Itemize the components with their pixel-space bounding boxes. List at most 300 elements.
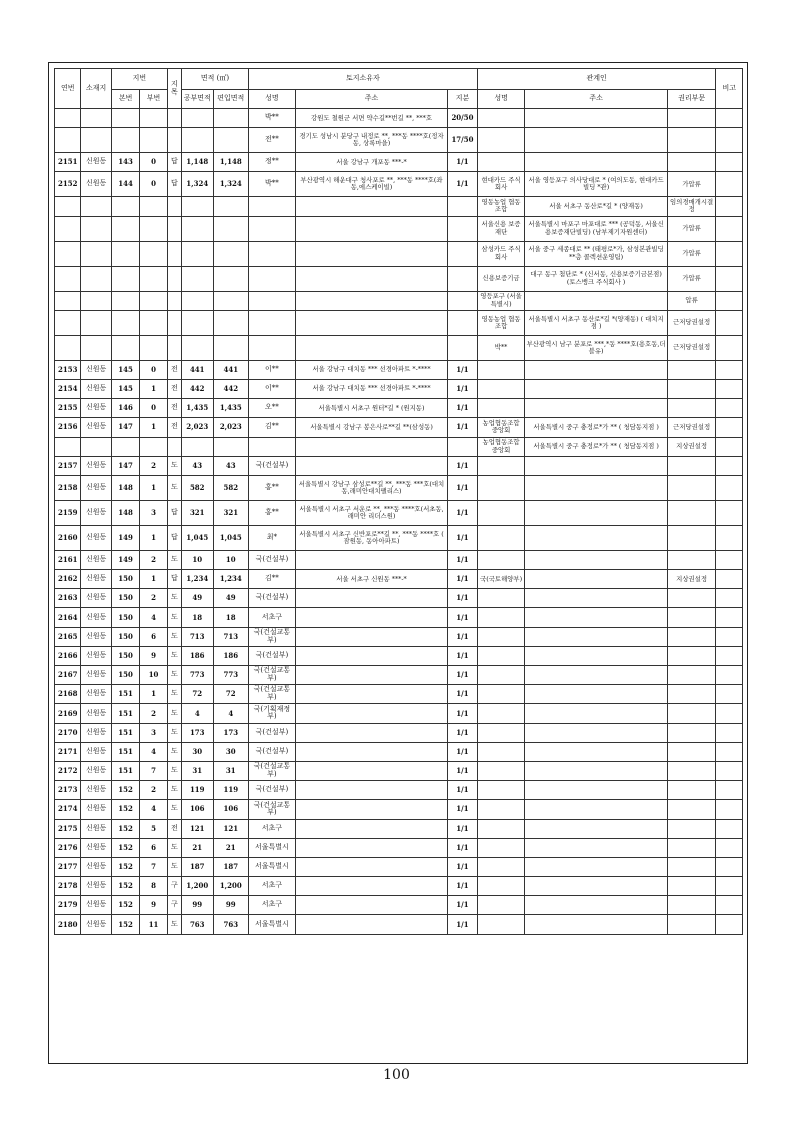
cell-area-incorp: [213, 241, 249, 266]
col-jibeon: 지번: [111, 69, 167, 90]
cell-area-public: 1,045: [182, 525, 214, 550]
cell-jimok: 도: [167, 857, 181, 876]
cell-area-incorp: 442: [213, 379, 249, 398]
cell-bubeon: 1: [140, 570, 167, 589]
cell-owner-address: [295, 857, 447, 876]
cell-bonbeon: 147: [111, 418, 139, 437]
cell-share: 1/1: [448, 704, 477, 723]
cell-owner-name: 오**: [249, 399, 296, 418]
cell-share: 1/1: [448, 475, 477, 500]
cell-sojaeji: 신원동: [81, 399, 111, 418]
cell-yeonbeon: [55, 291, 81, 310]
cell-yeonbeon: 2166: [55, 646, 81, 665]
cell-bonbeon: 149: [111, 525, 139, 550]
cell-yeonbeon: [55, 310, 81, 335]
cell-bonbeon: [111, 310, 139, 335]
cell-owner-name: 국(건설교통부): [249, 685, 296, 704]
cell-area-public: 30: [182, 742, 214, 761]
cell-jimok: 도: [167, 685, 181, 704]
cell-area-incorp: 441: [213, 360, 249, 379]
cell-sojaeji: 신원동: [81, 456, 111, 475]
cell-relation-name: 영동농업 협동조합: [477, 197, 525, 216]
cell-bubeon: 0: [140, 153, 167, 172]
cell-sojaeji: 신원동: [81, 475, 111, 500]
cell-area-public: 582: [182, 475, 214, 500]
cell-jimok: [167, 291, 181, 310]
col-bonbeon: 본번: [111, 90, 139, 109]
cell-area-incorp: 186: [213, 646, 249, 665]
cell-owner-address: 서울 강남구 개포동 ***-*: [295, 153, 447, 172]
cell-jimok: 전: [167, 418, 181, 437]
cell-relation-name: [477, 838, 525, 857]
cell-relation-address: [525, 723, 667, 742]
col-area-incorp: 편입면적: [213, 90, 249, 109]
cell-owner-name: 서초구: [249, 877, 296, 896]
cell-bonbeon: 151: [111, 704, 139, 723]
cell-owner-address: [295, 437, 447, 456]
cell-relation-name: [477, 589, 525, 608]
cell-area-public: [182, 241, 214, 266]
cell-area-public: [182, 216, 214, 241]
cell-area-public: 2,023: [182, 418, 214, 437]
cell-relation-address: [525, 589, 667, 608]
cell-relation-right: 가압류: [667, 172, 716, 197]
table-row: [55, 109, 743, 128]
cell-jimok: 답: [167, 500, 181, 525]
cell-bubeon: [140, 216, 167, 241]
cell-yeonbeon: 2151: [55, 153, 81, 172]
cell-note: [716, 646, 743, 665]
cell-bonbeon: 151: [111, 685, 139, 704]
cell-relation-address: [525, 838, 667, 857]
cell-owner-name: [249, 197, 296, 216]
cell-owner-address: 서울 강남구 대치동 *** 선경아파트 *-****: [295, 360, 447, 379]
cell-owner-name: 최*: [249, 525, 296, 550]
cell-yeonbeon: 2168: [55, 685, 81, 704]
cell-relation-right: [667, 550, 716, 569]
cell-relation-name: [477, 896, 525, 915]
cell-note: [716, 570, 743, 589]
table-row: [55, 646, 743, 665]
cell-bonbeon: 152: [111, 915, 139, 934]
cell-area-incorp: 773: [213, 666, 249, 685]
cell-relation-address: 서울특별시 중구 충정로*가 ** ( 청담동지점 ): [525, 437, 667, 456]
cell-relation-right: 지상권설정: [667, 570, 716, 589]
cell-share: [448, 437, 477, 456]
cell-owner-name: 국(건설부): [249, 646, 296, 665]
cell-owner-name: 국(건설교통부): [249, 666, 296, 685]
cell-yeonbeon: [55, 109, 81, 128]
cell-yeonbeon: 2167: [55, 666, 81, 685]
cell-bubeon: 8: [140, 877, 167, 896]
cell-owner-address: [295, 896, 447, 915]
cell-bonbeon: 150: [111, 589, 139, 608]
cell-relation-right: [667, 475, 716, 500]
cell-owner-name: [249, 241, 296, 266]
cell-sojaeji: 신원동: [81, 418, 111, 437]
cell-bonbeon: 150: [111, 627, 139, 646]
cell-area-public: [182, 197, 214, 216]
cell-share: 1/1: [448, 646, 477, 665]
cell-relation-right: [667, 761, 716, 780]
cell-area-incorp: 582: [213, 475, 249, 500]
cell-area-incorp: 99: [213, 896, 249, 915]
cell-yeonbeon: [55, 335, 81, 360]
cell-relation-name: [477, 456, 525, 475]
cell-sojaeji: 신원동: [81, 646, 111, 665]
cell-relation-address: [525, 525, 667, 550]
cell-bubeon: 1: [140, 685, 167, 704]
cell-owner-address: [295, 197, 447, 216]
cell-bonbeon: 151: [111, 742, 139, 761]
cell-yeonbeon: 2179: [55, 896, 81, 915]
table-row: [55, 800, 743, 819]
cell-sojaeji: 신원동: [81, 500, 111, 525]
cell-area-incorp: [213, 109, 249, 128]
cell-bubeon: [140, 241, 167, 266]
cell-relation-name: 박**: [477, 335, 525, 360]
cell-sojaeji: 신원동: [81, 360, 111, 379]
cell-owner-address: [295, 608, 447, 627]
table-body: [55, 109, 743, 935]
cell-sojaeji: 신원동: [81, 589, 111, 608]
cell-yeonbeon: [55, 241, 81, 266]
cell-jimok: [167, 266, 181, 291]
cell-relation-address: [525, 627, 667, 646]
cell-bonbeon: 148: [111, 500, 139, 525]
cell-yeonbeon: 2154: [55, 379, 81, 398]
land-owner-table: [54, 68, 743, 935]
cell-owner-name: 서울특별시: [249, 857, 296, 876]
cell-relation-name: [477, 399, 525, 418]
cell-owner-address: [295, 685, 447, 704]
cell-relation-name: [477, 646, 525, 665]
cell-bubeon: 4: [140, 800, 167, 819]
cell-relation-name: 농업협동조합 중앙회: [477, 437, 525, 456]
cell-jimok: 도: [167, 627, 181, 646]
cell-note: [716, 475, 743, 500]
cell-yeonbeon: 2163: [55, 589, 81, 608]
cell-bonbeon: 146: [111, 399, 139, 418]
cell-bonbeon: 150: [111, 646, 139, 665]
cell-bonbeon: 143: [111, 153, 139, 172]
table-row: [55, 608, 743, 627]
cell-owner-address: 서울특별시 서초구 신반포로**길 **, ***동 ****호 ( 잠원동, 동아아파트): [295, 525, 447, 550]
cell-area-public: 43: [182, 456, 214, 475]
col-relation-address: 주소: [525, 90, 667, 109]
cell-yeonbeon: 2157: [55, 456, 81, 475]
cell-bonbeon: [111, 291, 139, 310]
cell-owner-name: 전**: [249, 128, 296, 153]
cell-owner-address: [295, 723, 447, 742]
cell-note: [716, 742, 743, 761]
cell-relation-name: [477, 379, 525, 398]
table-row: [55, 216, 743, 241]
cell-sojaeji: [81, 335, 111, 360]
col-note: 비고: [716, 69, 743, 109]
cell-bubeon: 3: [140, 500, 167, 525]
cell-owner-name: 서초구: [249, 896, 296, 915]
cell-relation-name: [477, 857, 525, 876]
cell-share: 1/1: [448, 761, 477, 780]
cell-sojaeji: 신원동: [81, 666, 111, 685]
cell-owner-address: [295, 291, 447, 310]
cell-sojaeji: 신원동: [81, 819, 111, 838]
cell-sojaeji: [81, 291, 111, 310]
cell-yeonbeon: 2170: [55, 723, 81, 742]
cell-sojaeji: 신원동: [81, 570, 111, 589]
cell-jimok: [167, 437, 181, 456]
cell-bonbeon: 148: [111, 475, 139, 500]
cell-owner-address: [295, 310, 447, 335]
cell-relation-right: [667, 456, 716, 475]
cell-relation-right: [667, 128, 716, 153]
cell-yeonbeon: [55, 128, 81, 153]
cell-relation-name: [477, 475, 525, 500]
cell-yeonbeon: 2160: [55, 525, 81, 550]
cell-area-public: 1,234: [182, 570, 214, 589]
cell-owner-address: [295, 915, 447, 934]
cell-bonbeon: 151: [111, 723, 139, 742]
cell-owner-name: [249, 437, 296, 456]
table-row: [55, 589, 743, 608]
cell-relation-name: [477, 627, 525, 646]
cell-share: 1/1: [448, 360, 477, 379]
cell-relation-address: [525, 896, 667, 915]
cell-note: [716, 360, 743, 379]
cell-sojaeji: 신원동: [81, 153, 111, 172]
cell-sojaeji: 신원동: [81, 379, 111, 398]
table-row: [55, 742, 743, 761]
cell-owner-name: 이**: [249, 379, 296, 398]
cell-owner-address: [295, 781, 447, 800]
cell-note: [716, 418, 743, 437]
cell-sojaeji: 신원동: [81, 627, 111, 646]
table-row: [55, 550, 743, 569]
cell-owner-address: [295, 216, 447, 241]
cell-bubeon: 5: [140, 819, 167, 838]
cell-owner-name: [249, 266, 296, 291]
cell-relation-name: [477, 666, 525, 685]
cell-sojaeji: 신원동: [81, 704, 111, 723]
cell-area-public: [182, 335, 214, 360]
cell-relation-name: 국(국토해양부): [477, 570, 525, 589]
cell-jimok: 도: [167, 781, 181, 800]
cell-area-incorp: 18: [213, 608, 249, 627]
cell-yeonbeon: 2156: [55, 418, 81, 437]
cell-sojaeji: 신원동: [81, 742, 111, 761]
cell-note: [716, 838, 743, 857]
cell-relation-address: [525, 128, 667, 153]
cell-note: [716, 216, 743, 241]
cell-owner-address: [295, 456, 447, 475]
table-row: [55, 379, 743, 398]
table-row: [55, 399, 743, 418]
cell-bubeon: 2: [140, 704, 167, 723]
cell-owner-name: 국(건설교통부): [249, 761, 296, 780]
cell-relation-right: [667, 646, 716, 665]
cell-owner-address: [295, 646, 447, 665]
cell-share: 1/1: [448, 781, 477, 800]
table-row: [55, 241, 743, 266]
cell-note: [716, 589, 743, 608]
cell-note: [716, 379, 743, 398]
cell-note: [716, 172, 743, 197]
table-row: [55, 570, 743, 589]
cell-bubeon: 1: [140, 475, 167, 500]
cell-relation-address: [525, 666, 667, 685]
cell-owner-address: [295, 819, 447, 838]
cell-area-incorp: 21: [213, 838, 249, 857]
cell-relation-name: [477, 500, 525, 525]
cell-sojaeji: 신원동: [81, 800, 111, 819]
cell-area-public: 187: [182, 857, 214, 876]
cell-sojaeji: 신원동: [81, 857, 111, 876]
table-row: [55, 685, 743, 704]
cell-relation-address: [525, 857, 667, 876]
table-row: [55, 857, 743, 876]
cell-relation-name: [477, 723, 525, 742]
cell-bubeon: 2: [140, 550, 167, 569]
cell-area-public: 1,435: [182, 399, 214, 418]
cell-owner-address: [295, 800, 447, 819]
table-row: [55, 128, 743, 153]
cell-relation-address: [525, 570, 667, 589]
cell-bonbeon: [111, 335, 139, 360]
table-row: [55, 838, 743, 857]
cell-bonbeon: [111, 128, 139, 153]
cell-area-incorp: 2,023: [213, 418, 249, 437]
cell-relation-address: [525, 819, 667, 838]
cell-area-public: 713: [182, 627, 214, 646]
cell-relation-name: [477, 877, 525, 896]
cell-relation-right: [667, 800, 716, 819]
cell-owner-name: 박**: [249, 109, 296, 128]
cell-relation-right: 가압류: [667, 216, 716, 241]
cell-yeonbeon: [55, 216, 81, 241]
cell-relation-right: [667, 109, 716, 128]
cell-owner-name: 국(건설부): [249, 781, 296, 800]
cell-owner-address: 서울 서초구 신원동 ***-*: [295, 570, 447, 589]
cell-area-incorp: [213, 216, 249, 241]
cell-area-incorp: 1,435: [213, 399, 249, 418]
cell-share: [448, 241, 477, 266]
cell-area-public: 49: [182, 589, 214, 608]
cell-bonbeon: 151: [111, 761, 139, 780]
cell-relation-right: 근저당권설정: [667, 335, 716, 360]
cell-note: [716, 335, 743, 360]
cell-owner-name: 이**: [249, 360, 296, 379]
cell-jimok: 도: [167, 608, 181, 627]
cell-share: 1/1: [448, 742, 477, 761]
cell-share: 1/1: [448, 819, 477, 838]
cell-area-public: 99: [182, 896, 214, 915]
cell-area-public: 1,200: [182, 877, 214, 896]
cell-area-public: [182, 266, 214, 291]
cell-owner-name: 정**: [249, 153, 296, 172]
col-owner-group: 토지소유자: [249, 69, 478, 90]
cell-owner-address: 서울특별시 강남구 삼성로**길 **, ***동 ***호(대치동,래미안대치팰리스): [295, 475, 447, 500]
cell-owner-name: 국(건설부): [249, 456, 296, 475]
cell-area-incorp: [213, 291, 249, 310]
cell-relation-name: [477, 360, 525, 379]
cell-area-incorp: 713: [213, 627, 249, 646]
cell-bonbeon: 152: [111, 857, 139, 876]
cell-bonbeon: [111, 109, 139, 128]
cell-relation-right: [667, 896, 716, 915]
cell-sojaeji: [81, 197, 111, 216]
cell-relation-address: [525, 456, 667, 475]
cell-relation-name: [477, 550, 525, 569]
cell-relation-right: [667, 838, 716, 857]
cell-note: [716, 525, 743, 550]
cell-owner-name: 국(건설부): [249, 723, 296, 742]
cell-owner-address: 경기도 성남시 분당구 내정로 **, ***동 ****호(정자동, 상록마을): [295, 128, 447, 153]
cell-relation-name: [477, 915, 525, 934]
cell-share: [448, 310, 477, 335]
cell-bubeon: 0: [140, 399, 167, 418]
cell-bonbeon: [111, 216, 139, 241]
cell-area-incorp: 43: [213, 456, 249, 475]
cell-share: 1/1: [448, 500, 477, 525]
cell-owner-address: 서울특별시 서초구 서운로 **, ***동 ****호(서초동,래미안 리더스원): [295, 500, 447, 525]
cell-area-public: [182, 128, 214, 153]
cell-note: [716, 550, 743, 569]
cell-area-public: 442: [182, 379, 214, 398]
cell-relation-right: [667, 525, 716, 550]
cell-area-public: 10: [182, 550, 214, 569]
cell-relation-address: [525, 399, 667, 418]
table-row: [55, 666, 743, 685]
cell-area-public: [182, 109, 214, 128]
cell-area-public: 72: [182, 685, 214, 704]
cell-jimok: 도: [167, 915, 181, 934]
cell-area-public: [182, 310, 214, 335]
cell-note: [716, 685, 743, 704]
cell-yeonbeon: 2162: [55, 570, 81, 589]
cell-bonbeon: 150: [111, 570, 139, 589]
cell-bonbeon: [111, 437, 139, 456]
cell-owner-name: 국(건설부): [249, 550, 296, 569]
cell-note: [716, 500, 743, 525]
cell-owner-name: 국(건설부): [249, 589, 296, 608]
cell-share: [448, 291, 477, 310]
cell-relation-right: [667, 704, 716, 723]
table-row: [55, 266, 743, 291]
cell-bubeon: 7: [140, 761, 167, 780]
cell-jimok: 답: [167, 153, 181, 172]
cell-note: [716, 456, 743, 475]
cell-jimok: 도: [167, 742, 181, 761]
cell-relation-address: [525, 781, 667, 800]
cell-area-incorp: [213, 310, 249, 335]
cell-yeonbeon: 2153: [55, 360, 81, 379]
col-owner-address: 주소: [295, 90, 447, 109]
cell-area-public: 763: [182, 915, 214, 934]
cell-relation-name: 신용보증기금: [477, 266, 525, 291]
cell-sojaeji: 신원동: [81, 525, 111, 550]
cell-bubeon: [140, 109, 167, 128]
cell-relation-address: 서울 영등포구 의사당대로 * (여의도동, 현대카드빌딩 *관): [525, 172, 667, 197]
table-row: [55, 153, 743, 172]
cell-note: [716, 666, 743, 685]
cell-jimok: 답: [167, 525, 181, 550]
cell-jimok: 도: [167, 761, 181, 780]
cell-area-incorp: 119: [213, 781, 249, 800]
cell-relation-address: 대구 동구 첨단로 * (신서동, 신용보증기금본점) (토스뱅크 주식회사 ): [525, 266, 667, 291]
cell-sojaeji: 신원동: [81, 608, 111, 627]
cell-share: [448, 197, 477, 216]
